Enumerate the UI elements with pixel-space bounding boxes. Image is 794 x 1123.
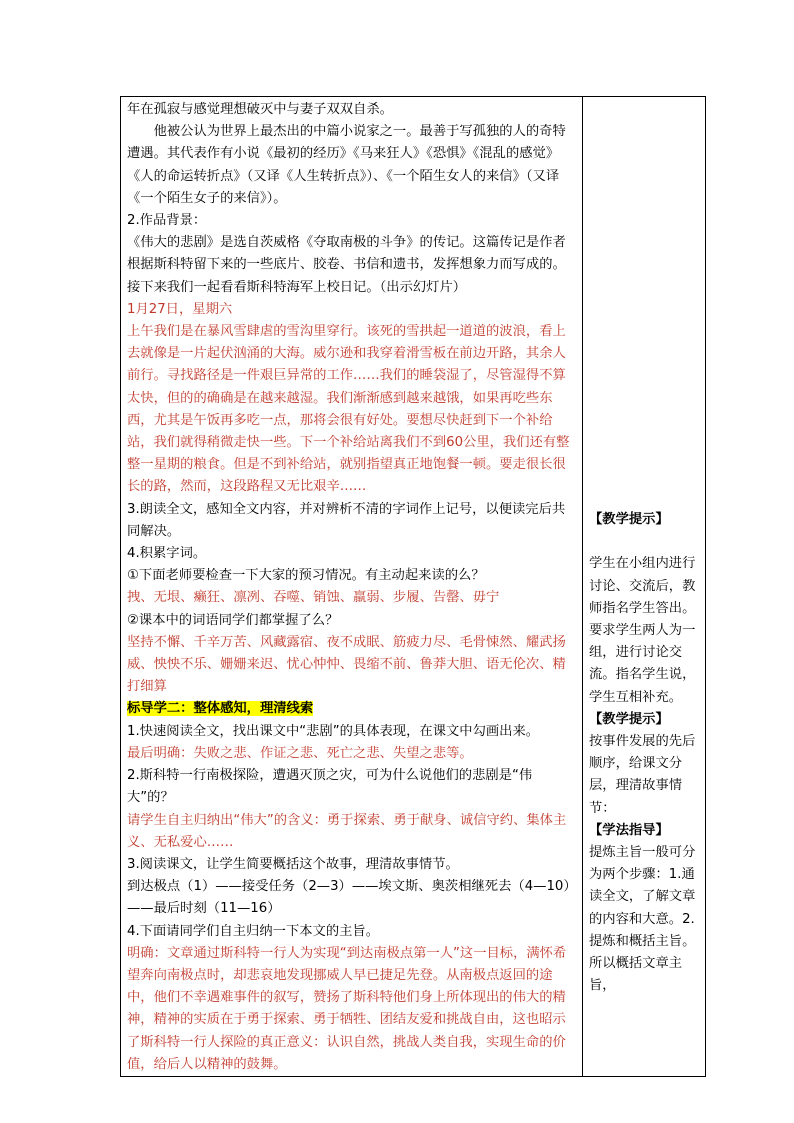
paragraph: 1.快速阅读全文，找出课文中“悲剧”的具体表现，在课文中勾画出来。	[127, 723, 540, 739]
main-content-cell	[121, 97, 583, 1077]
table-row	[121, 97, 706, 1077]
paragraph: 4.下面请同学们自主归纳一下本文的主旨。	[127, 923, 380, 939]
paragraph: 他被公认为世界上最杰出的中篇小说家之一。最善于写孤独的人的奇特遭遇。其代表作有小说《最初的经历》《马来狂人》《恐惧》《混乱的感觉》《人的命运转折点》（又译《人生转折点》）、《一个陌生女人的来信》（又译《一个陌生女子的来信》）。	[127, 124, 566, 206]
paragraph: 3.阅读课文，让学生简要概括这个故事，理清故事情节。	[127, 856, 459, 872]
side-notes-cell	[583, 97, 706, 1077]
section-heading: 标导学二：整体感知，理清线索	[127, 701, 314, 717]
paragraph: 《伟大的悲剧》是选自茨威格《夺取南极的斗争》的传记。这篇传记是作者根据斯科特留下来的一些底片、胶卷、书信和遗书，发挥想象力而写成的。接下来我们一起看看斯科特海军上校日记。（出示幻灯片）	[127, 235, 566, 295]
paragraph: 请学生自主归纳出“伟大”的含义：勇于探索、勇于献身、诚信守约、集体主义、无私爱心……	[127, 812, 567, 850]
lesson-plan-table	[120, 96, 706, 1077]
paragraph: ②课本中的词语同学们都掌握了么？	[127, 612, 339, 628]
side-note-text: 要求学生两人为一组，进行讨论交流。指名学生说，学生互相补充。	[589, 623, 696, 705]
paragraph: 坚持不懈、千辛万苦、风藏露宿、夜不成眠、筋疲力尽、毛骨悚然、耀武扬威、怏怏不乐、姗姗来迟、忧心忡忡、畏缩不前、鲁莽大胆、语无伦次、精打细算	[127, 634, 566, 695]
side-note-text: 学生在小组内进行讨论、交流后，教师指名学生答出。	[589, 556, 696, 616]
side-note-heading: 【学法指导】	[589, 822, 669, 838]
side-note-text: 提炼主旨一般可分为两个步骤：1.通读全文，了解文章的内容和大意。2.提炼和概括主旨。所以概括文章主旨，	[589, 845, 696, 994]
paragraph: 上午我们是在暴风雪肆虐的雪沟里穿行。该死的雪拱起一道道的波浪，看上去就像是一片起伏汹涌的大海。威尔逊和我穿着滑雪板在前边开路，其余人前行。寻找路径是一件艰巨异常的工作……我们的睡袋湿了，尽管湿得不算太快，但的的确确是在越来越湿。我们渐渐感到越来越饿，如果再吃些东西，尤其是午饭再多吃一点，那将会很有好处。要想尽快赶到下一个补给站，我们就得稍微走快一些。下一个补给站离我们不到60公里，我们还有整整一星期的粮食。但是不到补给站，就别指望真正地饱餐一顿。要走很长很长的路，然而，这段路程又无比艰辛……	[127, 324, 570, 495]
side-note-text: 按事件发展的先后顺序，给课文分层，理清故事情节：	[589, 734, 696, 816]
paragraph: 2.斯科特一行南极探险，遭遇灭顶之灾，可为什么说他们的悲剧是“伟大”的？	[127, 768, 533, 806]
paragraph: 2.作品背景：	[127, 213, 207, 229]
paragraph: ①下面老师要检查一下大家的预习情况。有主动起来读的么？	[127, 568, 485, 584]
paragraph	[127, 698, 578, 720]
side-note-heading: 【教学提示】	[589, 711, 669, 727]
side-note-text	[589, 531, 701, 553]
paragraph: 最后明确：失败之悲、作证之悲、死亡之悲、失望之悲等。	[127, 745, 473, 761]
paragraph: 明确：文章通过斯科特一行人为实现“到达南极点第一人”这一目标，满怀希望奔向南极点时，却悲哀地发现挪威人早已捷足先登。从南极点返回的途中，他们不幸遇难事件的叙写，赞扬了斯科特他们身上所体现出的伟大的精神，精神的实质在于勇于探索、勇于牺牲、团结友爱和挑战自由，这也昭示了斯科特一行人探险的真正意义：认识自然，挑战人类自我，实现生命的价值，给后人以精神的鼓舞。	[127, 945, 567, 1072]
paragraph: 到达极点（1）——接受任务（2—3）——埃文斯、奥茨相继死去（4—10）——最后时刻（11—16）	[127, 879, 577, 917]
side-notes	[583, 509, 705, 997]
paragraph: 3.朗读全文，感知全文内容，并对辨析不清的字词作上记号，以便读完后共同解决。	[127, 501, 566, 539]
paragraph: 年在孤寂与感觉理想破灭中与妻子双双自杀。	[127, 102, 393, 117]
paragraph: 4.积累字词。	[127, 546, 207, 562]
paragraph: 拽、无垠、癞狂、凛冽、吞噬、销蚀、羸弱、步履、告罄、毋宁	[127, 590, 500, 606]
paragraph: 1月27日，星期六	[127, 301, 233, 317]
side-note-heading: 【教学提示】	[589, 512, 669, 527]
main-content	[121, 97, 582, 1076]
